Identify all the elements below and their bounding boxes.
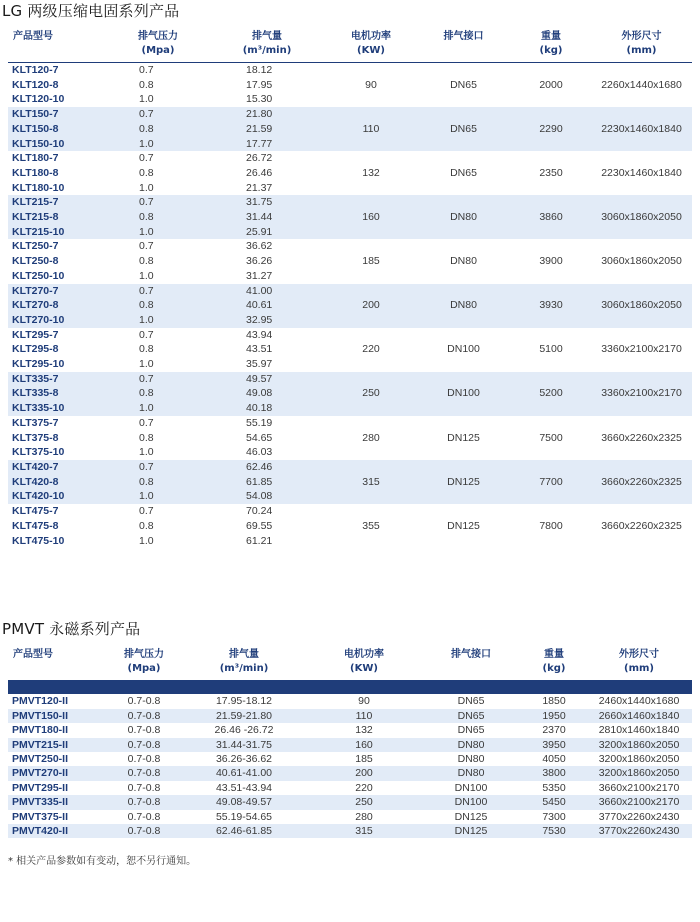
pressure-cell: 1.0	[139, 93, 154, 106]
model-cell: PMVT420-II	[8, 824, 108, 838]
pressure-cell: 0.7	[108, 107, 208, 122]
flow-cell: 43.51	[246, 343, 273, 356]
pressure-cell: 0.8	[139, 519, 154, 532]
weight-cell: 7700	[511, 460, 591, 504]
weight-cell: 3800	[522, 766, 586, 780]
flow-cell: 40.18	[208, 401, 326, 416]
table-row	[8, 284, 692, 299]
model-cell: KLT475-10	[12, 534, 65, 547]
header-pressure: 排气压力 (Mpa)	[138, 31, 178, 56]
dims-cell: 2810x1460x1840	[598, 724, 680, 737]
port-cell: DN80	[457, 753, 485, 766]
pressure-cell: 0.7	[108, 195, 208, 210]
model-cell: PMVT270-II	[8, 766, 108, 780]
table-row	[8, 63, 692, 78]
table-row	[8, 151, 692, 166]
port-cell: DN80	[420, 738, 522, 752]
header-model: 产品型号	[13, 31, 53, 42]
power-cell: 280	[362, 431, 380, 444]
model-cell: KLT250-10	[12, 269, 65, 282]
flow-cell: 31.44	[208, 210, 326, 225]
table-row	[8, 723, 692, 737]
dims-cell: 3200x1860x2050	[586, 766, 692, 780]
table-row	[8, 795, 692, 809]
weight-cell: 3930	[511, 284, 591, 328]
dims-cell: 3060x1860x2050	[591, 195, 692, 239]
table-row	[8, 328, 692, 343]
weight-cell: 7800	[539, 519, 563, 532]
port-cell: DN65	[420, 709, 522, 723]
model-cell: KLT215-8	[8, 210, 108, 225]
model-cell: PMVT295-II	[12, 781, 69, 794]
dims-cell: 3200x1860x2050	[586, 738, 692, 752]
weight-cell: 7300	[542, 810, 566, 823]
model-cell: PMVT150-II	[8, 709, 108, 723]
model-cell: KLT375-7	[12, 416, 59, 429]
model-cell: KLT150-7	[8, 107, 108, 122]
model-cell: PMVT335-II	[8, 795, 108, 809]
pressure-cell: 0.8	[139, 166, 154, 179]
pressure-cell: 0.8	[108, 298, 208, 313]
pressure-cell: 0.7-0.8	[127, 724, 161, 737]
pressure-cell: 0.7	[139, 505, 154, 518]
pressure-cell: 0.8	[139, 78, 154, 91]
table-row	[8, 416, 692, 431]
flow-cell: 17.95	[246, 78, 273, 91]
flow-cell: 21.37	[246, 181, 273, 194]
flow-cell: 36.26	[246, 255, 273, 268]
table-row	[8, 781, 692, 795]
flow-cell: 32.95	[208, 313, 326, 328]
pressure-cell: 0.7	[139, 64, 154, 76]
port-cell: DN100	[454, 781, 488, 794]
pressure-cell: 0.8	[139, 431, 154, 444]
power-cell: 160	[308, 738, 420, 752]
flow-cell: 26.72	[246, 152, 273, 165]
weight-cell: 4050	[542, 753, 566, 766]
table-row	[8, 239, 692, 254]
model-cell: KLT270-10	[8, 313, 108, 328]
weight-cell: 7500	[539, 431, 563, 444]
pressure-cell: 0.7	[108, 284, 208, 299]
model-cell: KLT120-10	[12, 93, 65, 106]
flow-cell: 49.08	[208, 386, 326, 401]
flow-cell: 43.51-43.94	[215, 781, 273, 794]
pressure-cell: 0.8	[108, 475, 208, 490]
pressure-cell: 1.0	[139, 269, 154, 282]
pressure-cell: 0.8	[108, 210, 208, 225]
pressure-cell: 0.7-0.8	[127, 781, 161, 794]
lg-spec-table	[8, 30, 692, 548]
flow-cell: 41.00	[208, 284, 326, 299]
table-row	[8, 738, 692, 752]
pressure-cell: 1.0	[139, 534, 154, 547]
flow-cell: 40.61	[208, 298, 326, 313]
pressure-cell: 1.0	[139, 358, 154, 371]
pressure-cell: 0.8	[108, 122, 208, 137]
dims-cell: 3660x2260x2325	[591, 460, 692, 504]
power-cell: 90	[365, 78, 377, 91]
model-cell: KLT335-8	[8, 386, 108, 401]
flow-cell: 70.24	[246, 505, 273, 518]
table-row	[8, 752, 692, 766]
table-row	[8, 766, 692, 780]
flow-cell: 49.08-49.57	[180, 795, 308, 809]
weight-cell: 2350	[539, 166, 563, 179]
model-cell: KLT150-8	[8, 122, 108, 137]
pressure-cell: 1.0	[139, 181, 154, 194]
flow-cell: 61.85	[208, 475, 326, 490]
port-cell: DN65	[457, 695, 485, 708]
dims-cell: 3200x1860x2050	[598, 753, 680, 766]
flow-cell: 62.46-61.85	[180, 824, 308, 838]
model-cell: KLT375-10	[12, 446, 65, 459]
flow-cell: 55.19	[246, 416, 273, 429]
flow-cell: 54.65	[246, 431, 273, 444]
pressure-cell: 0.7-0.8	[108, 795, 180, 809]
pressure-cell: 0.7	[139, 416, 154, 429]
pressure-cell: 0.8	[139, 255, 154, 268]
table-row	[8, 504, 692, 519]
header-model: 产品型号	[13, 649, 53, 660]
flow-cell: 62.46	[208, 460, 326, 475]
flow-cell: 17.77	[208, 137, 326, 152]
port-cell: DN125	[420, 824, 522, 838]
port-cell: DN65	[450, 166, 477, 179]
pressure-cell: 1.0	[108, 137, 208, 152]
power-cell: 110	[308, 709, 420, 723]
model-cell: KLT180-7	[12, 152, 59, 165]
model-cell: PMVT250-II	[12, 753, 69, 766]
port-cell: DN125	[416, 460, 511, 504]
weight-cell: 5100	[539, 343, 563, 356]
pressure-cell: 0.7-0.8	[108, 824, 180, 838]
weight-cell: 1850	[542, 695, 566, 708]
flow-cell: 36.62	[246, 240, 273, 253]
pressure-cell: 0.7-0.8	[127, 695, 161, 708]
weight-cell: 5450	[522, 795, 586, 809]
pressure-cell: 0.7	[139, 240, 154, 253]
model-cell: PMVT375-II	[12, 810, 69, 823]
power-cell: 160	[326, 195, 416, 239]
pressure-cell: 1.0	[108, 489, 208, 504]
dims-cell: 2230x1460x1840	[591, 107, 692, 151]
flow-cell: 26.46 -26.72	[214, 724, 274, 737]
model-cell: KLT180-10	[12, 181, 65, 194]
dims-cell: 3770x2260x2430	[598, 810, 680, 823]
port-cell: DN100	[420, 795, 522, 809]
weight-cell: 2000	[539, 78, 563, 91]
pressure-cell: 0.7	[108, 460, 208, 475]
flow-cell: 55.19-54.65	[215, 810, 273, 823]
model-cell: KLT335-10	[8, 401, 108, 416]
power-cell: 132	[355, 724, 373, 737]
model-cell: KLT420-10	[8, 489, 108, 504]
model-cell: KLT475-7	[12, 505, 59, 518]
header-flow: 排气量 (m³/min)	[242, 31, 292, 56]
flow-cell: 21.80	[208, 107, 326, 122]
pressure-cell: 1.0	[108, 225, 208, 240]
header-dims: 外形尺寸 (mm)	[619, 649, 659, 674]
port-cell: DN80	[416, 195, 511, 239]
flow-cell: 54.08	[208, 489, 326, 504]
flow-cell: 35.97	[246, 358, 273, 371]
dims-cell: 2460x1440x1680	[598, 695, 680, 708]
model-cell: KLT295-7	[12, 328, 59, 341]
dims-cell: 2660x1460x1840	[586, 709, 692, 723]
pmvt-table-body	[8, 694, 692, 838]
header-power: 电机功率 (KW)	[344, 649, 384, 674]
power-cell: 110	[326, 107, 416, 151]
pressure-cell: 0.7-0.8	[108, 709, 180, 723]
dims-cell: 3770x2260x2430	[586, 824, 692, 838]
header-weight: 重量 (kg)	[539, 31, 563, 56]
flow-cell: 40.61-41.00	[180, 766, 308, 780]
model-cell: KLT375-8	[12, 431, 59, 444]
flow-cell: 31.27	[246, 269, 273, 282]
weight-cell: 3900	[539, 255, 563, 268]
pressure-cell: 0.7-0.8	[127, 753, 161, 766]
pressure-cell: 0.7	[139, 328, 154, 341]
model-cell: KLT475-8	[12, 519, 59, 532]
dims-cell: 3660x2100x2170	[598, 781, 680, 794]
power-cell: 280	[355, 810, 373, 823]
lg-table-body	[8, 63, 692, 548]
flow-cell: 25.91	[208, 225, 326, 240]
port-cell: DN125	[447, 519, 480, 532]
power-cell: 250	[308, 795, 420, 809]
model-cell: KLT150-10	[8, 137, 108, 152]
flow-cell: 31.44-31.75	[180, 738, 308, 752]
flow-cell: 21.59-21.80	[180, 709, 308, 723]
power-cell: 90	[358, 695, 370, 708]
model-cell: KLT180-8	[12, 166, 59, 179]
power-cell: 200	[326, 284, 416, 328]
model-cell: PMVT120-II	[12, 695, 69, 708]
header-power: 电机功率 (KW)	[351, 31, 391, 56]
pressure-cell: 0.7-0.8	[127, 810, 161, 823]
lg-header-row	[8, 30, 692, 62]
port-cell: DN125	[447, 431, 480, 444]
header-port: 排气接口	[443, 31, 484, 42]
port-cell: DN80	[416, 284, 511, 328]
power-cell: 315	[326, 460, 416, 504]
weight-cell: 2370	[542, 724, 566, 737]
flow-cell: 17.95-18.12	[215, 695, 273, 708]
port-cell: DN100	[416, 372, 511, 416]
footnote: * 相关产品参数如有变动，恕不另行通知。	[8, 856, 197, 867]
weight-cell: 5350	[542, 781, 566, 794]
header-weight: 重量 (kg)	[542, 649, 566, 674]
model-cell: KLT295-8	[12, 343, 59, 356]
flow-cell: 21.59	[208, 122, 326, 137]
weight-cell: 3860	[511, 195, 591, 239]
weight-cell: 5200	[511, 372, 591, 416]
power-cell: 185	[362, 255, 380, 268]
pressure-cell: 0.7	[139, 152, 154, 165]
model-cell: PMVT180-II	[12, 724, 69, 737]
model-cell: KLT250-8	[12, 255, 59, 268]
power-cell: 132	[362, 166, 380, 179]
power-cell: 250	[326, 372, 416, 416]
model-cell: KLT420-7	[8, 460, 108, 475]
dims-cell: 3660x2260x2325	[601, 431, 682, 444]
weight-cell: 1950	[522, 709, 586, 723]
table-row	[8, 694, 692, 708]
pressure-cell: 0.7-0.8	[108, 766, 180, 780]
port-cell: DN65	[416, 107, 511, 151]
model-cell: KLT420-8	[8, 475, 108, 490]
model-cell: KLT335-7	[8, 372, 108, 387]
flow-cell: 15.30	[246, 93, 273, 106]
dims-cell: 3360x2100x2170	[601, 343, 682, 356]
model-cell: PMVT215-II	[8, 738, 108, 752]
port-cell: DN125	[454, 810, 488, 823]
pmvt-spec-table	[8, 648, 692, 838]
pressure-cell: 1.0	[108, 313, 208, 328]
weight-cell: 2290	[511, 107, 591, 151]
flow-cell: 31.75	[208, 195, 326, 210]
flow-cell: 26.46	[246, 166, 273, 179]
table-row	[8, 107, 692, 122]
power-cell: 200	[308, 766, 420, 780]
dims-cell: 2260x1440x1680	[601, 78, 682, 91]
flow-cell: 49.57	[208, 372, 326, 387]
pressure-cell: 1.0	[108, 401, 208, 416]
model-cell: KLT270-8	[8, 298, 108, 313]
port-cell: DN100	[447, 343, 480, 356]
lg-section-title: LG 两级压缩电固系列产品	[2, 2, 180, 20]
dims-cell: 2230x1460x1840	[601, 166, 682, 179]
power-cell: 220	[355, 781, 373, 794]
header-pressure: 排气压力 (Mpa)	[124, 649, 164, 674]
pressure-cell: 0.8	[108, 386, 208, 401]
power-cell: 220	[362, 343, 380, 356]
flow-cell: 18.12	[246, 64, 273, 76]
model-cell: KLT215-7	[8, 195, 108, 210]
table-row	[8, 195, 692, 210]
pressure-cell: 1.0	[139, 446, 154, 459]
power-cell: 315	[308, 824, 420, 838]
model-cell: KLT120-8	[12, 78, 59, 91]
weight-cell: 3950	[522, 738, 586, 752]
model-cell: KLT250-7	[12, 240, 59, 253]
model-cell: KLT295-10	[12, 358, 65, 371]
pressure-cell: 0.7	[108, 372, 208, 387]
header-port: 排气接口	[451, 649, 491, 660]
pressure-cell: 0.7-0.8	[108, 738, 180, 752]
model-cell: KLT270-7	[8, 284, 108, 299]
port-cell: DN65	[450, 78, 477, 91]
flow-cell: 46.03	[246, 446, 273, 459]
weight-cell: 7530	[522, 824, 586, 838]
dims-cell: 3360x2100x2170	[591, 372, 692, 416]
table-row	[8, 460, 692, 475]
model-cell: KLT120-7	[12, 64, 59, 76]
header-flow: 排气量 (m³/min)	[219, 649, 269, 674]
flow-cell: 43.94	[246, 328, 273, 341]
dims-cell: 3660x2260x2325	[601, 519, 682, 532]
table-row	[8, 709, 692, 723]
pressure-cell: 0.8	[139, 343, 154, 356]
dims-cell: 3660x2100x2170	[586, 795, 692, 809]
model-cell: KLT215-10	[8, 225, 108, 240]
pmvt-header-row	[8, 648, 692, 680]
header-dims: 外形尺寸 (mm)	[621, 31, 662, 56]
table-row	[8, 824, 692, 838]
table-row	[8, 810, 692, 824]
port-cell: DN65	[457, 724, 485, 737]
power-cell: 355	[362, 519, 380, 532]
dims-cell: 3060x1860x2050	[601, 255, 682, 268]
port-cell: DN80	[420, 766, 522, 780]
port-cell: DN80	[450, 255, 477, 268]
flow-cell: 61.21	[246, 534, 273, 547]
power-cell: 185	[355, 753, 373, 766]
flow-cell: 36.26-36.62	[215, 753, 273, 766]
flow-cell: 69.55	[246, 519, 273, 532]
table-row	[8, 372, 692, 387]
pmvt-section-title: PMVT 永磁系列产品	[2, 620, 141, 638]
dims-cell: 3060x1860x2050	[591, 284, 692, 328]
